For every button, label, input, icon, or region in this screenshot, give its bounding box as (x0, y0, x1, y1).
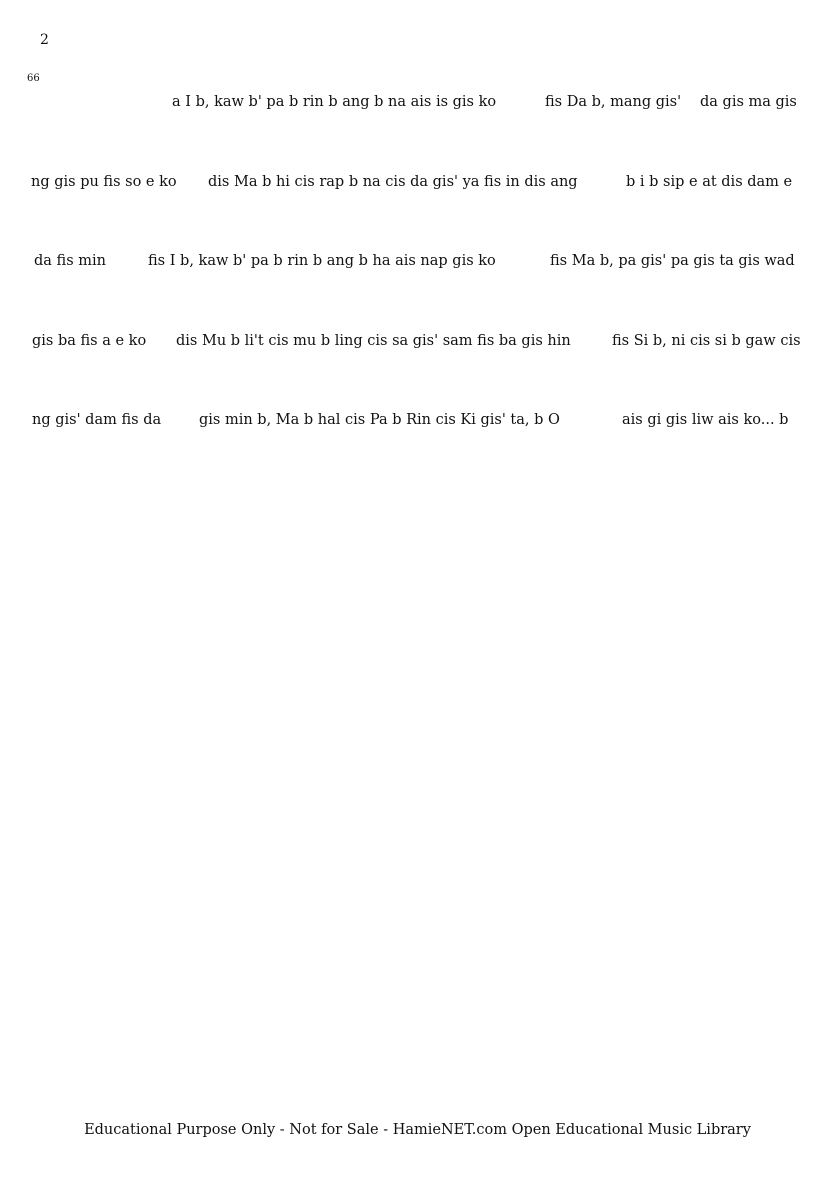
lyric-segment: fis I b, kaw b' pa b rin b ang b ha ais nap gis ko (148, 253, 496, 269)
lyric-segment: da fis min (34, 253, 106, 269)
footer-notice: Educational Purpose Only - Not for Sale - HamieNET.com Open Educational Music Library (84, 1122, 751, 1138)
lyric-segment: b i b sip e at dis dam e (626, 174, 793, 190)
measure-number: 66 (27, 73, 40, 84)
lyric-segment: fis Ma b, pa gis' pa gis ta gis wad (550, 253, 795, 269)
lyric-line-1 (0, 92, 835, 114)
lyric-segment: a I b, kaw b' pa b rin b ang b na ais is gis ko (172, 94, 497, 110)
lyric-segment: dis Mu b li't cis mu b ling cis sa gis' sam fis ba gis hin (176, 333, 571, 349)
lyric-segment: ng gis pu fis so e ko (31, 174, 177, 190)
lyric-line-3 (0, 251, 835, 273)
lyric-line-4 (0, 331, 835, 353)
lyric-segment: gis min b, Ma b hal cis Pa b Rin cis Ki gis' ta, b O (199, 412, 560, 428)
lyric-segment: gis ba fis a e ko (32, 333, 147, 349)
lyric-segment: dis Ma b hi cis rap b na cis da gis' ya fis in dis ang (208, 174, 578, 190)
lyric-segment: fis Si b, ni cis si b gaw cis (612, 333, 801, 349)
page-number: 2 (40, 32, 49, 48)
lyric-segment: ng gis' dam fis da (32, 412, 162, 428)
lyric-segment: fis Da b, mang gis' (545, 94, 682, 110)
lyric-segment: ais gi gis liw ais ko... b (622, 412, 789, 428)
lyric-line-2 (0, 172, 835, 194)
lyric-segment: da gis ma gis (700, 94, 797, 110)
lyric-line-5 (0, 410, 835, 432)
